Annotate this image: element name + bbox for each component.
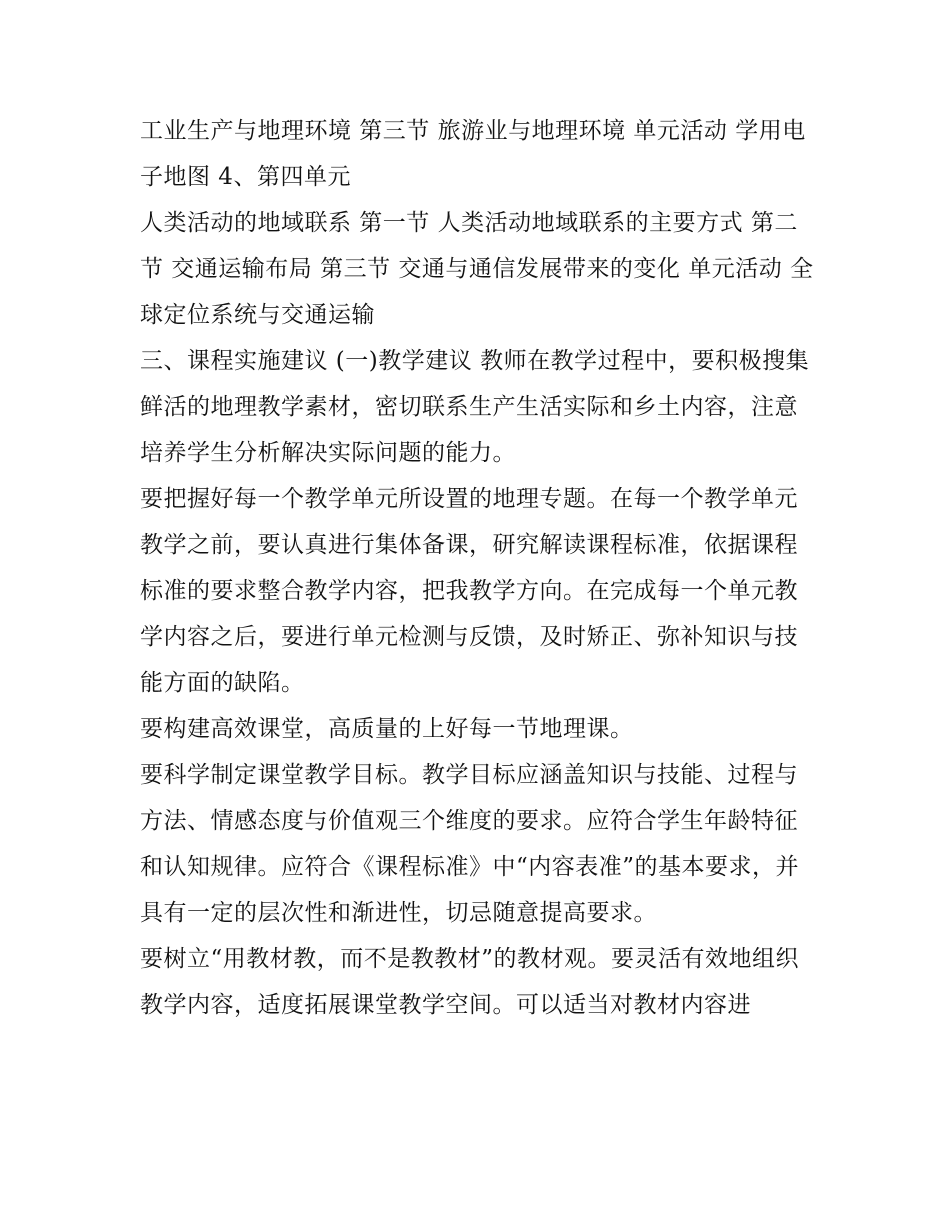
paragraph-unit-three-end: 工业生产与地理环境 第三节 旅游业与地理环境 单元活动 学用电子地图 4、第四单元 [140, 118, 806, 190]
paragraph-efficient-classroom: 要构建高效课堂，高质量的上好每一节地理课。 [140, 716, 634, 742]
paragraph-teaching-suggestions: 三、课程实施建议 (一)教学建议 教师在教学过程中，要积极搜集鲜活的地理教学素材，密切联系生产生活实际和乡土内容，注意培养学生分析解决实际问题的能力。 [140, 348, 810, 466]
paragraph-unit-four: 人类活动的地域联系 第一节 人类活动地域联系的主要方式 第二节 交通运输布局 第三节 交通与通信发展带来的变化 单元活动 全球定位系统与交通运输 [140, 210, 814, 328]
paragraph-textbook-view: 要树立“用教材教，而不是教教材”的教材观。要灵活有效地组织教学内容，适度拓展课堂教学空间。可以适当对教材内容进 [140, 946, 800, 1018]
paragraph-teaching-objectives: 要科学制定课堂教学目标。教学目标应涵盖知识与技能、过程与方法、情感态度与价值观三个维度的要求。应符合学生年龄特征和认知规律。应符合《课程标准》中“内容表准”的基本要求，并具有一定的层次性和渐进性，切忌随意提高要求。 [140, 762, 800, 926]
document-body [140, 108, 820, 1028]
paragraph-unit-topics: 要把握好每一个教学单元所设置的地理专题。在每一个教学单元教学之前，要认真进行集体备课，研究解读课程标准，依据课程标准的要求整合教学内容，把我教学方向。在完成每一个单元教学内容之后，要进行单元检测与反馈，及时矫正、弥补知识与技能方面的缺陷。 [140, 486, 798, 696]
